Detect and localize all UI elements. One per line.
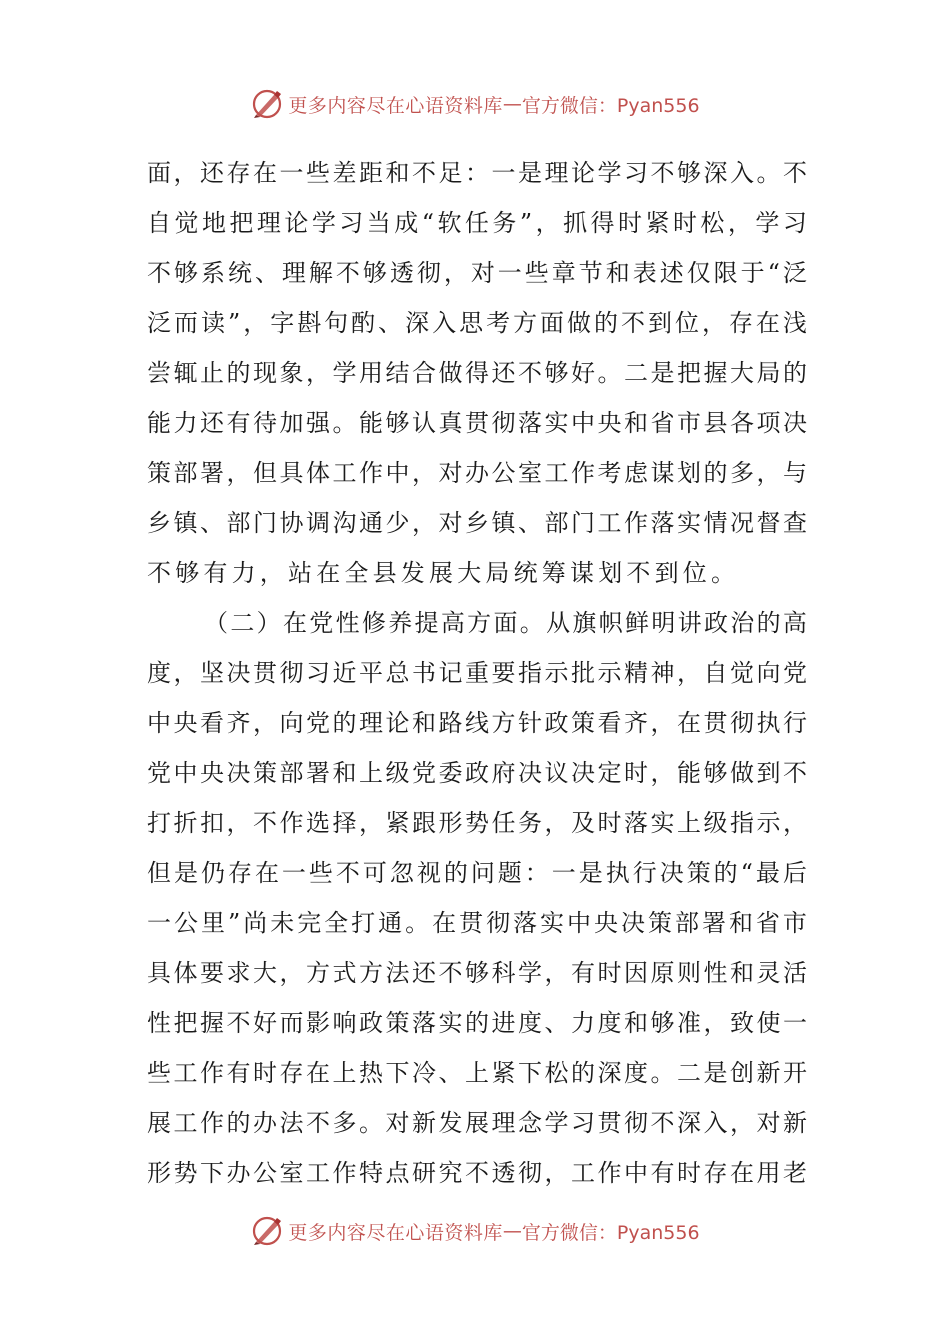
text-line: （ 二 ） 在 党 性 修 养 提 高 方 面 。 从 旗 帜 鲜 明 讲 政 治 的 高 <box>204 609 807 637</box>
text-line: 乡 镇 、 部 门 协 调 沟 通 少 ， 对 乡 镇 、 部 门 工 作 落 实 情 况 督 查 <box>147 509 807 537</box>
text-line: 面 ， 还 存 在 一 些 差 距 和 不 足 ： 一 是 理 论 学 习 不 够 深 入 。 不 <box>147 159 807 187</box>
text-line: 尝 辄 止 的 现 象 ， 学 用 结 合 做 得 还 不 够 好 。 二 是 把 握 大 局 的 <box>147 359 807 387</box>
pen-logo-icon <box>250 87 284 121</box>
banner-wechat: 官方微信：Pyan556 <box>521 94 700 117</box>
text-line: 形 势 下 办 公 室 工 作 特 点 研 究 不 透 彻 ， 工 作 中 有 时 存 在 用 老 <box>147 1159 807 1187</box>
banner-text: 更多内容尽在心语资料库 <box>288 1221 503 1244</box>
text-line: 党 中 央 决 策 部 署 和 上 级 党 委 政 府 决 议 决 定 时 ， 能 够 做 到 不 <box>147 759 807 787</box>
header-banner <box>0 84 950 124</box>
text-line: 具 体 要 求 大 ， 方 式 方 法 还 不 够 科 学 ， 有 时 因 原 则 性 和 灵 活 <box>147 959 807 987</box>
text-line: 展 工 作 的 办 法 不 多 。 对 新 发 展 理 念 学 习 贯 彻 不 深 入 ， 对 新 <box>147 1109 807 1137</box>
text-line: 不 够 系 统 、 理 解 不 够 透 彻 ， 对 一 些 章 节 和 表 述 仅 限 于 “ 泛 <box>147 259 807 287</box>
pen-logo-icon <box>250 1214 284 1248</box>
text-line: 中 央 看 齐 ， 向 党 的 理 论 和 路 线 方 针 政 策 看 齐 ， 在 贯 彻 执 行 <box>147 709 807 737</box>
text-line: 打 折 扣 ， 不 作 选 择 ， 紧 跟 形 势 任 务 ， 及 时 落 实 上 级 指 示 ， <box>147 809 807 837</box>
footer-banner <box>0 1211 950 1251</box>
text-line: 能 力 还 有 待 加 强 。 能 够 认 真 贯 彻 落 实 中 央 和 省 市 县 各 项 决 <box>147 409 807 437</box>
banner-text: 更多内容尽在心语资料库 <box>288 94 503 117</box>
banner-separator: — <box>502 93 522 115</box>
text-line: 自 觉 地 把 理 论 学 习 当 成 “ 软 任 务 ” ， 抓 得 时 紧 时 松 ， 学 习 <box>147 209 807 237</box>
text-line: 泛 而 读 ” ， 字 斟 句 酌 、 深 入 思 考 方 面 做 的 不 到 位 ， 存 在 浅 <box>147 309 807 337</box>
text-line: 些 工 作 有 时 存 在 上 热 下 冷 、 上 紧 下 松 的 深 度 。 二 是 创 新 开 <box>147 1059 807 1087</box>
banner-separator: — <box>502 1220 522 1242</box>
text-line: 不够有力，站在全县发展大局统筹谋划不到位。 <box>147 559 740 587</box>
text-line: 策 部 署 ， 但 具 体 工 作 中 ， 对 办 公 室 工 作 考 虑 谋 划 的 多 ， 与 <box>147 459 807 487</box>
text-line: 性 把 握 不 好 而 影 响 政 策 落 实 的 进 度 、 力 度 和 够 准 ， 致 使 一 <box>147 1009 807 1037</box>
text-line: 一 公 里 ” 尚 未 完 全 打 通 。 在 贯 彻 落 实 中 央 决 策 部 署 和 省 市 <box>147 909 807 937</box>
text-line: 度 ， 坚 决 贯 彻 习 近 平 总 书 记 重 要 指 示 批 示 精 神 ， 自 觉 向 党 <box>147 659 807 687</box>
text-line: 但 是 仍 存 在 一 些 不 可 忽 视 的 问 题 ： 一 是 执 行 决 策 的 “ 最 后 <box>147 859 807 887</box>
document-body <box>147 148 807 1198</box>
banner-wechat: 官方微信：Pyan556 <box>521 1221 700 1244</box>
